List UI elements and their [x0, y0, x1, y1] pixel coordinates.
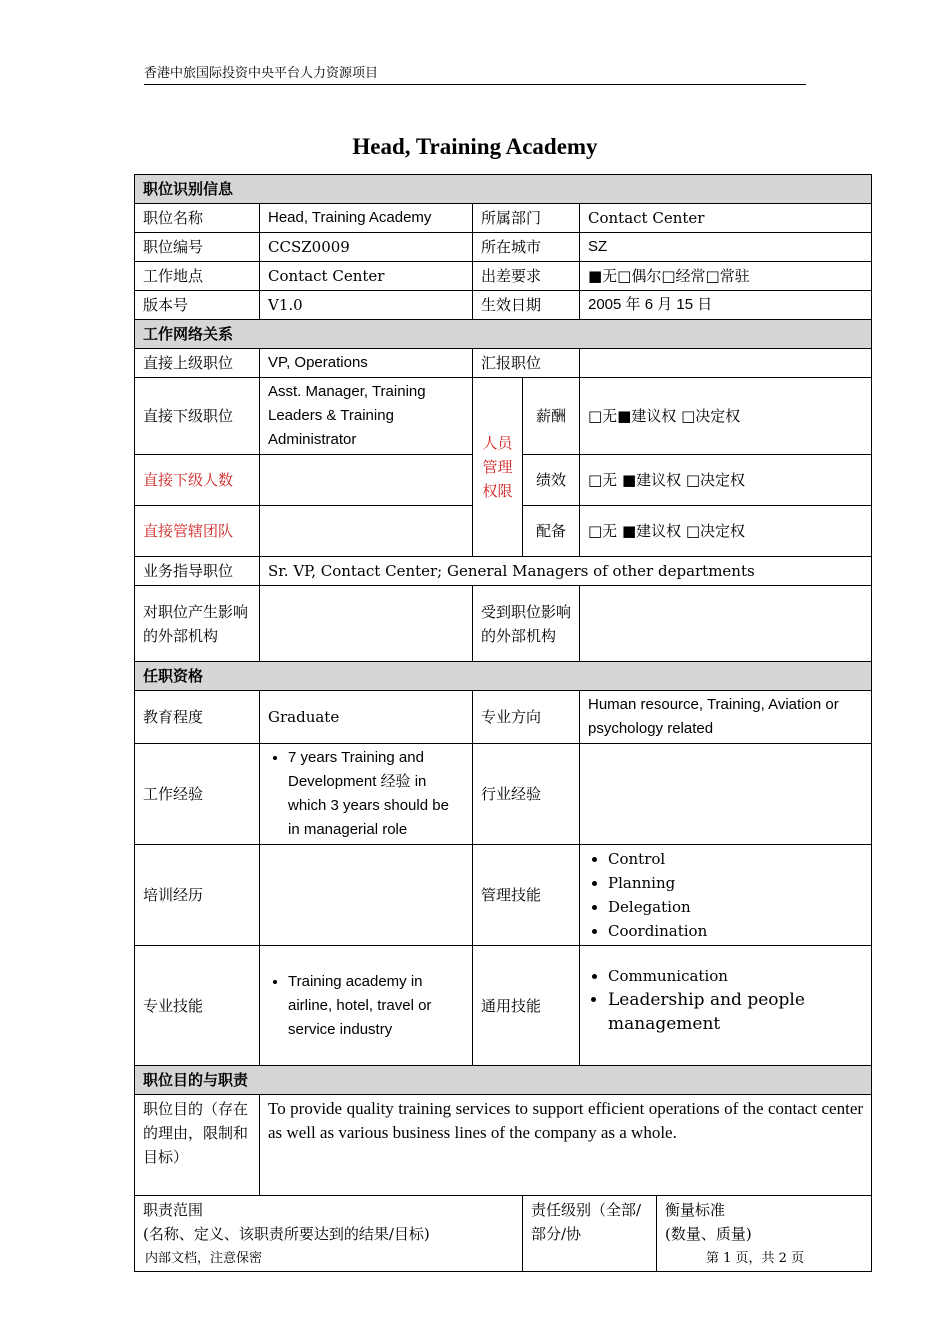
list-item: • Coordination	[608, 919, 863, 943]
label-professional-skills: 专业技能	[135, 946, 260, 1066]
education: Graduate	[260, 691, 473, 744]
section-qualification: 任职资格	[135, 662, 872, 691]
label-staff-authority: 人员管理权限	[473, 378, 523, 557]
department: Contact Center	[580, 204, 872, 233]
label-work-experience: 工作经验	[135, 744, 260, 845]
position-name: Head, Training Academy	[260, 204, 473, 233]
label-effective-date: 生效日期	[473, 291, 580, 320]
section-network: 工作网络关系	[135, 320, 872, 349]
label-work-location: 工作地点	[135, 262, 260, 291]
major: Human resource, Training, Aviation or psychology related	[580, 691, 872, 744]
subordinate-count	[260, 455, 473, 506]
work-location: Contact Center	[260, 262, 473, 291]
label-subordinate: 直接下级职位	[135, 378, 260, 455]
general-skills	[580, 946, 872, 1066]
training-history	[260, 845, 473, 946]
page-header: 香港中旅国际投资中央平台人力资源项目	[144, 66, 806, 85]
label-business-guidance: 业务指导职位	[135, 557, 260, 586]
section-id-info: 职位识别信息	[135, 175, 872, 204]
list-item: • Training academy in airline, hotel, travel or service industry	[288, 970, 464, 1042]
position-code: CCSZ0009	[260, 233, 473, 262]
label-major: 专业方向	[473, 691, 580, 744]
job-description-table	[134, 174, 872, 1272]
report	[580, 349, 872, 378]
label-staffing: 配备	[523, 506, 580, 557]
superior: VP, Operations	[260, 349, 473, 378]
city: SZ	[580, 233, 872, 262]
label-responsibility-level: 责任级别（全部/部分/协	[523, 1196, 657, 1272]
work-experience	[260, 744, 473, 845]
label-department: 所属部门	[473, 204, 580, 233]
label-position-name: 职位名称	[135, 204, 260, 233]
external-affecting	[260, 586, 473, 662]
label-report: 汇报职位	[473, 349, 580, 378]
travel-requirement: ■无□偶尔□经常□常驻	[580, 262, 872, 291]
external-affected	[580, 586, 872, 662]
label-management-skills: 管理技能	[473, 845, 580, 946]
section-duties: 职位目的与职责	[135, 1066, 872, 1095]
industry-experience	[580, 744, 872, 845]
team	[260, 506, 473, 557]
management-skills	[580, 845, 872, 946]
label-education: 教育程度	[135, 691, 260, 744]
list-item: • Delegation	[608, 895, 863, 919]
label-superior: 直接上级职位	[135, 349, 260, 378]
label-performance: 绩效	[523, 455, 580, 506]
label-team: 直接管辖团队	[135, 506, 260, 557]
performance-authority: □无 ■建议权 □决定权	[580, 455, 872, 506]
business-guidance: Sr. VP, Contact Center; General Managers of other departments	[260, 557, 872, 586]
page-title: Head, Training Academy	[352, 134, 598, 159]
effective-date: 2005 年 6 月 15 日	[580, 291, 872, 320]
label-industry-experience: 行业经验	[473, 744, 580, 845]
list-item: • 7 years Training and Development 经验 in which 3 years should be in managerial role	[288, 746, 464, 842]
label-salary: 薪酬	[523, 378, 580, 455]
list-item: • Control	[608, 847, 863, 871]
label-scope: 职责范围	[143, 1201, 204, 1219]
measure-description: (数量、质量)	[665, 1225, 752, 1243]
list-item: • Communication	[608, 964, 863, 988]
footer-confidential: 内部文档，注意保密	[145, 1251, 263, 1266]
label-version: 版本号	[135, 291, 260, 320]
subordinate: Asst. Manager, Training Leaders & Training Administrator	[260, 378, 473, 455]
list-item: • Leadership and people management	[608, 988, 863, 1036]
label-purpose: 职位目的（存在的理由，限制和目标）	[135, 1095, 260, 1196]
label-external-affecting: 对职位产生影响的外部机构	[135, 586, 260, 662]
label-subordinate-count: 直接下级人数	[135, 455, 260, 506]
footer-page-number: 第 1 页，共 2 页	[706, 1251, 805, 1266]
purpose: To provide quality training services to support efficient operations of the contact center as well as various business lines of the company as a whole.	[260, 1095, 872, 1196]
label-measure: 衡量标准	[665, 1201, 726, 1219]
professional-skills	[260, 946, 473, 1066]
scope-description: (名称、定义、该职责所要达到的结果/目标)	[143, 1225, 430, 1243]
label-training-history: 培训经历	[135, 845, 260, 946]
label-travel: 出差要求	[473, 262, 580, 291]
label-general-skills: 通用技能	[473, 946, 580, 1066]
list-item: • Planning	[608, 871, 863, 895]
label-position-code: 职位编号	[135, 233, 260, 262]
salary-authority: □无■建议权 □决定权	[580, 378, 872, 455]
label-external-affected: 受到职位影响的外部机构	[473, 586, 580, 662]
label-city: 所在城市	[473, 233, 580, 262]
version: V1.0	[260, 291, 473, 320]
staffing-authority: □无 ■建议权 □决定权	[580, 506, 872, 557]
